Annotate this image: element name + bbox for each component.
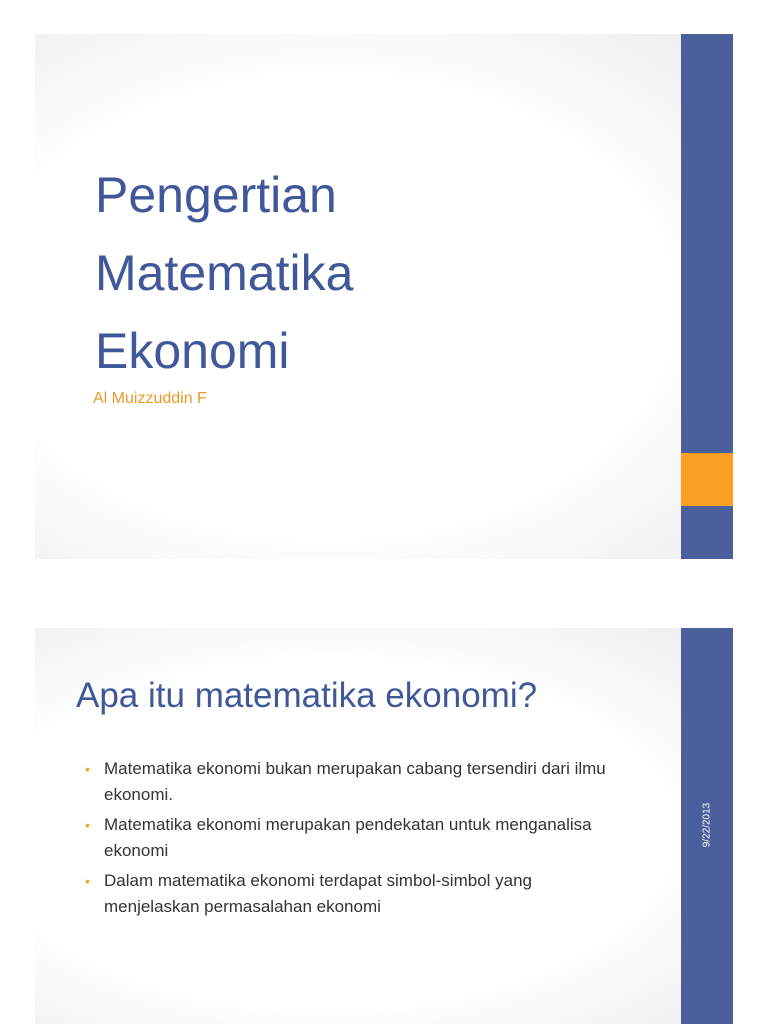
bullet-list bbox=[85, 756, 625, 924]
list-item bbox=[85, 756, 625, 808]
bullet-text: Dalam matematika ekonomi terdapat simbol-simbol yang menjelaskan permasalahan ekonomi bbox=[104, 871, 533, 916]
list-item bbox=[85, 868, 625, 920]
bullet-dot-icon: • bbox=[85, 873, 90, 889]
slide-title-line: Ekonomi bbox=[95, 323, 290, 379]
title-slide bbox=[35, 34, 733, 559]
slide-heading: Apa itu matematika ekonomi? bbox=[76, 676, 538, 715]
author-subtitle: Al Muizzuddin F bbox=[93, 390, 207, 407]
bullet-dot-icon: • bbox=[85, 817, 90, 833]
accent-block bbox=[681, 453, 733, 506]
slide-title bbox=[95, 156, 353, 390]
bullet-text: Matematika ekonomi bukan merupakan cabang tersendiri dari ilmu ekonomi. bbox=[104, 759, 606, 804]
slide-title-line: Matematika bbox=[95, 245, 354, 301]
content-slide bbox=[35, 628, 733, 1024]
slide-title-line: Pengertian bbox=[95, 167, 337, 223]
date-label: 9/22/2013 bbox=[701, 802, 713, 848]
list-item bbox=[85, 812, 625, 864]
bullet-dot-icon: • bbox=[85, 761, 90, 777]
sidebar-bar bbox=[681, 628, 733, 1024]
bullet-text: Matematika ekonomi merupakan pendekatan untuk menganalisa ekonomi bbox=[104, 815, 592, 860]
